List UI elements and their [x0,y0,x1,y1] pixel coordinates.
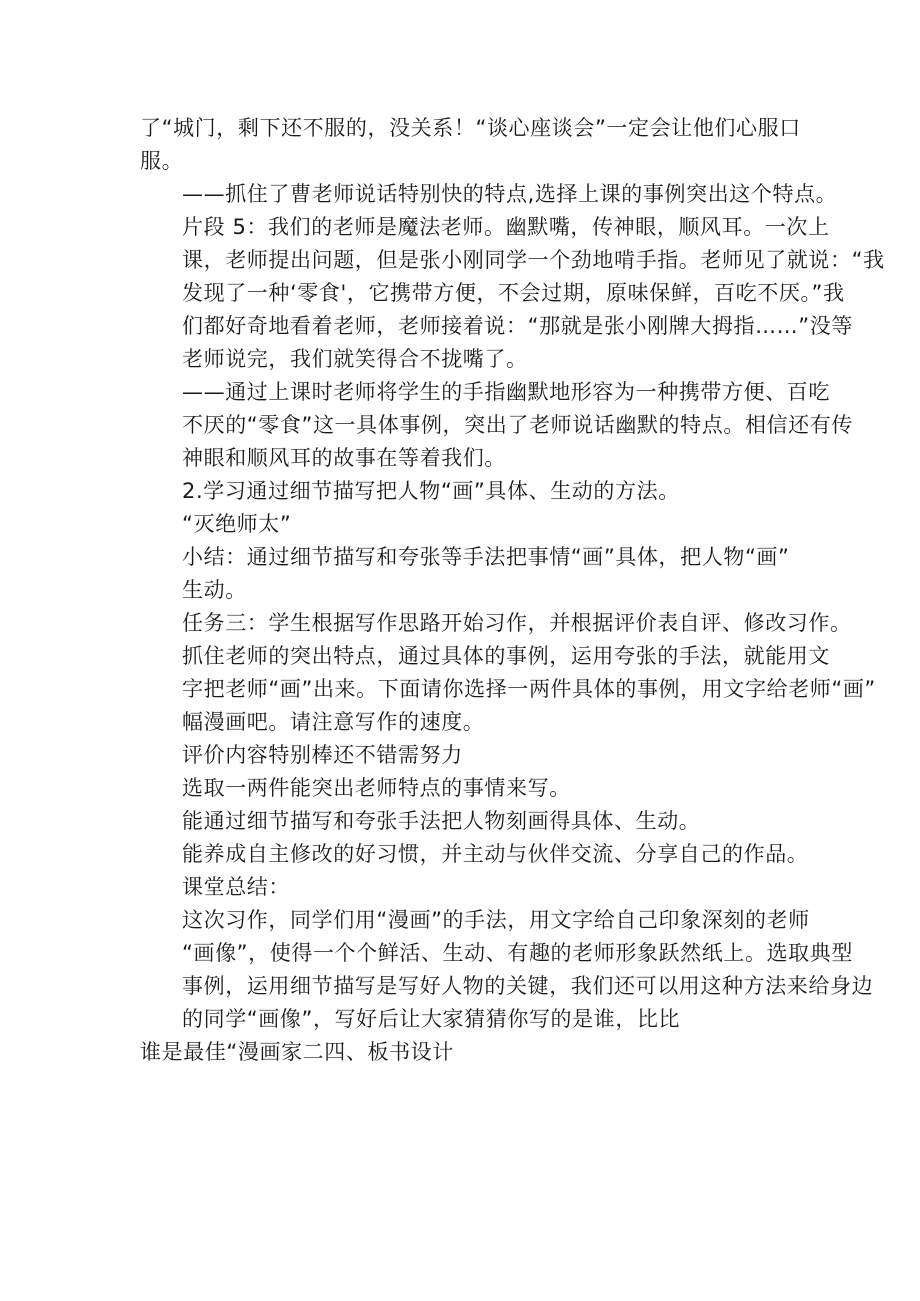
text-line: 选取一两件能突出老师特点的事情来写。 [182,776,571,800]
text-line: 们都好奇地看着老师，老师接着说：“那就是张小刚牌大拇指……”没等 [182,314,853,338]
text-line: 2.学习通过细节描写把人物“画”具体、生动的方法。 [182,479,680,503]
text-line: 老师说完，我们就笑得合不拢嘴了。 [182,347,528,371]
text-line: 能通过细节描写和夸张手法把人物刻画得具体、生动。 [182,809,701,833]
document-page [140,112,885,1069]
text-line: ——通过上课时老师将学生的手指幽默地形容为一种携带方便、百吃 [182,380,830,404]
paragraph-p1 [140,112,801,178]
text-line: 评价内容特别棒还不错需努力 [182,743,463,767]
text-line: 抓住老师的突出特点，通过具体的事例，运用夸张的手法，就能用文 [182,644,830,668]
text-line: 服。 [140,149,184,173]
text-line: 了“城门，剩下还不服的，没关系！“谈心座谈会”一定会让他们心服口 [140,116,801,140]
text-line: 课堂总结： [182,875,290,899]
text-line: 生动。 [182,578,247,602]
paragraph-p10 [140,739,785,772]
paragraph-p7 [140,541,790,607]
text-line: 的同学“画像”，写好后让大家猜猜你写的是谁，比比 [182,1007,681,1031]
paragraph-p16 [140,1036,785,1069]
text-line: 幅漫画吧。请注意写作的速度。 [182,710,485,734]
text-line: 事例，运用细节描写是写好人物的关键，我们还可以用这种方法来给身边 [182,974,874,998]
paragraph-p13 [140,838,809,871]
paragraph-p5 [140,475,785,508]
text-line: 发现了一种‘零食'，它携带方便，不会过期，原味保鲜，百吃不厌。”我 [182,281,845,305]
paragraph-p11 [140,772,785,805]
text-line: 能养成自主修改的好习惯，并主动与伙伴交流、分享自己的作品。 [182,842,809,866]
text-line: ——抓住了曹老师说话特别快的特点,选择上课的事例突出这个特点。 [182,182,838,206]
text-line: 片段 5：我们的老师是魔法老师。幽默嘴，传神眼，顺风耳。一次上 [182,215,830,239]
text-line: 这次习作，同学们用“漫画”的手法，用文字给自己印象深刻的老师 [182,908,810,932]
text-line: “画像”，使得一个个鲜活、生动、有趣的老师形象跃然纸上。选取典型 [182,941,853,965]
text-line: “灭绝师太” [182,512,292,536]
text-line: 小结：通过细节描写和夸张等手法把事情“画”具体，把人物“画” [182,545,790,569]
paragraph-p3 [140,211,885,376]
paragraph-p14 [140,871,785,904]
text-line: 谁是最佳“漫画家二四、板书设计 [140,1040,454,1064]
paragraph-p9 [140,640,876,739]
paragraph-p6 [140,508,785,541]
paragraph-p15 [140,904,874,1036]
paragraph-p2 [140,178,838,211]
paragraph-p4 [140,376,853,475]
paragraph-p12 [140,805,785,838]
text-line: 不厌的“零食”这一具体事例，突出了老师说话幽默的特点。相信还有传 [182,413,853,437]
text-line: 课，老师提出问题，但是张小刚同学一个劲地啃手指。老师见了就说：“我 [182,248,885,272]
text-line: 字把老师“画”出来。下面请你选择一两件具体的事例，用文字给老师“画” [182,677,876,701]
text-line: 任务三：学生根据写作思路开始习作，并根据评价表自评、修改习作。 [182,611,852,635]
text-line: 神眼和顺风耳的故事在等着我们。 [182,446,506,470]
paragraph-p8 [140,607,852,640]
